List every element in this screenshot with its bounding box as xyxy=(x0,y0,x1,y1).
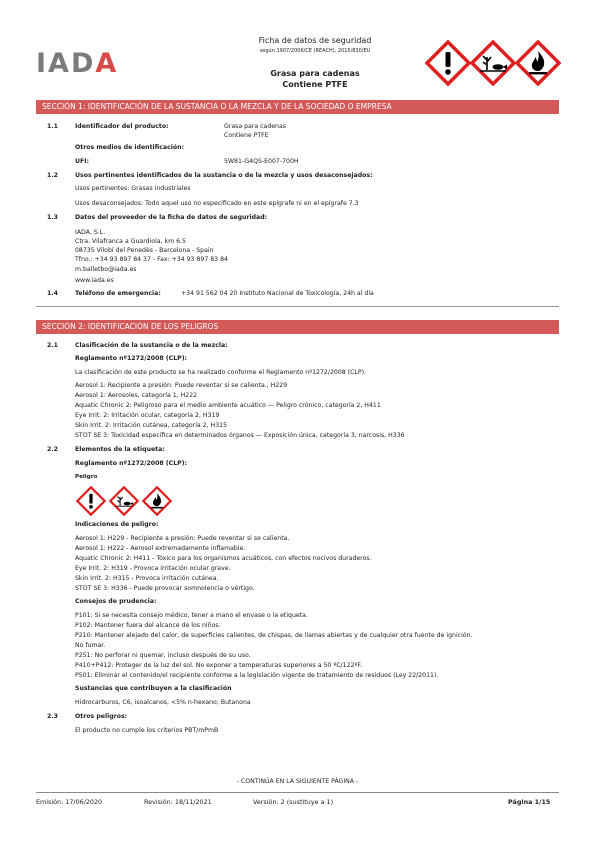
product-identifier: Grasa para cadenas xyxy=(224,123,286,130)
field-label: Clasificación de la sustancia o de la mezcla: xyxy=(75,342,228,349)
section-number: 1.4 xyxy=(47,290,58,297)
field-label: Otros medios de identificación: xyxy=(75,144,184,151)
emergency-phone: +34 91 562 04 20 Instituto Nacional de Toxicología, 24h al día xyxy=(181,290,374,297)
regulation-reference: según 1907/2006/CE (REACH), 2015/830/EU xyxy=(259,48,371,54)
supplier-website: www.iada.es xyxy=(75,277,114,284)
regulation-label: Reglamento nº1272/2008 (CLP): xyxy=(75,355,187,362)
classification-line: Eye Irrit. 2: Irritación ocular, categoría 2, H319 xyxy=(75,412,220,419)
precautionary-statement: P251: No perforar ni quemar, incluso después de su uso. xyxy=(75,652,251,659)
precautionary-statement: P101: Si se necesita consejo médico, tener a mano el envase o la etiqueta. xyxy=(75,612,308,619)
hazard-statement: Eye Irrit. 2: H319 - Provoca irritación ocular grave. xyxy=(75,565,231,572)
document-title: Ficha de datos de seguridad xyxy=(258,36,372,45)
product-subtitle: Contiene PTFE xyxy=(282,80,348,90)
classification-line: Skin Irrit. 2: Irritación cutánea, categoría 2, H315 xyxy=(75,422,228,429)
logo-text-accent: A xyxy=(95,48,119,79)
signal-word: Peligro xyxy=(75,474,98,480)
environment-icon xyxy=(470,40,516,86)
footer-divider xyxy=(36,792,559,793)
precautionary-statement: P102: Mantener fuera del alcance de los niños. xyxy=(75,622,221,629)
regulation-label: Reglamento nº1272/2008 (CLP): xyxy=(75,460,187,467)
field-label: Datos del proveedor de la ficha de datos de seguridad: xyxy=(75,214,268,221)
ufi-label: UFI: xyxy=(75,158,90,165)
continues-notice: - CONTINÚA EN LA SIGUIENTE PÁGINA - xyxy=(236,778,359,785)
company-logo xyxy=(36,50,118,77)
exclamation-mark-icon xyxy=(76,486,106,516)
issue-date: Emisión: 17/06/2020 xyxy=(36,798,103,806)
hazard-statement: Aerosol 1: H229 - Recipiente a presión: Puede reventar si se calienta. xyxy=(75,535,290,542)
classification-line: Aquatic Chronic 2: Peligroso para el medio ambiente acuático — Peligro crónico, categoría 2, H411 xyxy=(75,402,381,409)
substances-heading: Sustancias que contribuyen a la clasificación xyxy=(75,685,232,692)
uses-relevant: Usos pertinentes: Grasas industriales xyxy=(75,185,191,192)
supplier-line: Tfno.: +34 93 897 84 37 - Fax: +34 93 897 83 84 xyxy=(75,256,228,263)
other-hazards-text: El producto no cumple los criterios PBT/mPmB xyxy=(75,727,219,734)
flame-icon xyxy=(142,486,172,516)
field-label: Identificador del producto: xyxy=(75,123,169,130)
section-1-header: SECCIÓN 1: IDENTIFICACIÓN DE LA SUSTANCIA O LA MEZCLA Y DE LA SOCIEDAD O EMPRESA xyxy=(36,100,559,114)
hazard-statement: Skin Irrit. 2: H315 - Provoca irritación cutánea. xyxy=(75,575,219,582)
supplier-email: m.balletbo@iada.es xyxy=(75,266,137,273)
environment-icon xyxy=(109,486,139,516)
field-label: Elementos de la etiqueta: xyxy=(75,446,165,453)
classification-line: Aerosol 1: Aerosoles, categoría 1, H222 xyxy=(75,392,198,399)
section-number: 1.1 xyxy=(47,123,58,130)
product-title xyxy=(200,68,430,90)
exclamation-mark-icon xyxy=(425,40,471,86)
page-number: Página 1/15 xyxy=(508,798,551,806)
classification-line: Aerosol 1: Recipiente a presión: Puede reventar si se calienta., H229 xyxy=(75,382,288,389)
hazard-statement: Aquatic Chronic 2: H411 - Tóxico para los organismos acuáticos, con efectos nocivos duraderos. xyxy=(75,555,372,562)
section-number: 1.2 xyxy=(47,172,58,179)
precaution-heading: Consejos de prudencia: xyxy=(75,598,157,605)
contributing-substances: Hidrocarburos, C6, isoalcanos, <5% n-hexano; Butanona xyxy=(75,699,251,706)
document-header xyxy=(0,0,595,95)
hazard-statement: Aerosol 1: H222 - Aerosol extremadamente inflamable. xyxy=(75,545,246,552)
precautionary-statement: P210: Mantener alejado del calor, de superficies calientes, de chispas, de llamas abiertas y de cualquier otra fuente de ignición. xyxy=(75,632,473,639)
section-divider xyxy=(36,306,559,307)
hazard-statement: STOT SE 3: H336 - Puede provocar somnolencia o vértigo. xyxy=(75,585,255,592)
classification-line: STOT SE 3: Toxicidad específica en determinados órganos — Exposición única, categoría 3, narcosis, H336 xyxy=(75,432,405,439)
product-identifier-sub: Contiene PTFE xyxy=(224,132,269,139)
revision-date: Revisión: 18/11/2021 xyxy=(144,798,212,806)
section-number: 1.3 xyxy=(47,214,58,221)
hazard-heading: Indicaciones de peligro: xyxy=(75,521,159,528)
flame-icon xyxy=(515,40,561,86)
field-label: Otros peligros: xyxy=(75,713,128,720)
supplier-line: IADA, S.L. xyxy=(75,229,106,236)
section-number: 2.3 xyxy=(47,713,58,720)
version-info: Versión: 2 (sustituye a 1) xyxy=(253,798,334,806)
uses-advised-against: Usos desaconsejados: Todo aquel uso no especificado en este epígrafe ni en el epígrafe 7.3 xyxy=(75,200,359,207)
field-label: Usos pertinentes identificados de la sustancia o de la mezcla y usos desaconsejados: xyxy=(75,172,373,179)
logo-text: IAD xyxy=(36,48,96,79)
section-number: 2.2 xyxy=(47,446,58,453)
section-number: 2.1 xyxy=(47,342,58,349)
supplier-line: Ctra. Vilafranca a Guardiola, km 6.5 xyxy=(75,238,186,245)
classification-intro: La clasificación de este producto se ha realizado conforme el Reglamento nº1272/2008 (CLP). xyxy=(75,369,366,376)
supplier-line: 08735 Vilobí del Penedès - Barcelona - Spain xyxy=(75,247,214,254)
precautionary-statement: P410+P412: Proteger de la luz del sol. No exponer a temperaturas superiores a 50 ºC/122ºF. xyxy=(75,662,362,669)
section-2-header: SECCIÓN 2: IDENTIFICACIÓN DE LOS PELIGROS xyxy=(36,320,559,334)
precautionary-statement: No fumar. xyxy=(75,642,106,649)
product-name: Grasa para cadenas xyxy=(270,69,360,78)
precautionary-statement: P501: Eliminar el contenido/el recipiente conforme a la legislación vigente de tratamiento de residuos (Ley 22/2011). xyxy=(75,672,439,679)
field-label: Teléfono de emergencia: xyxy=(75,290,161,297)
ufi-value: 5W81-G4QS-E007-700H xyxy=(224,158,299,165)
